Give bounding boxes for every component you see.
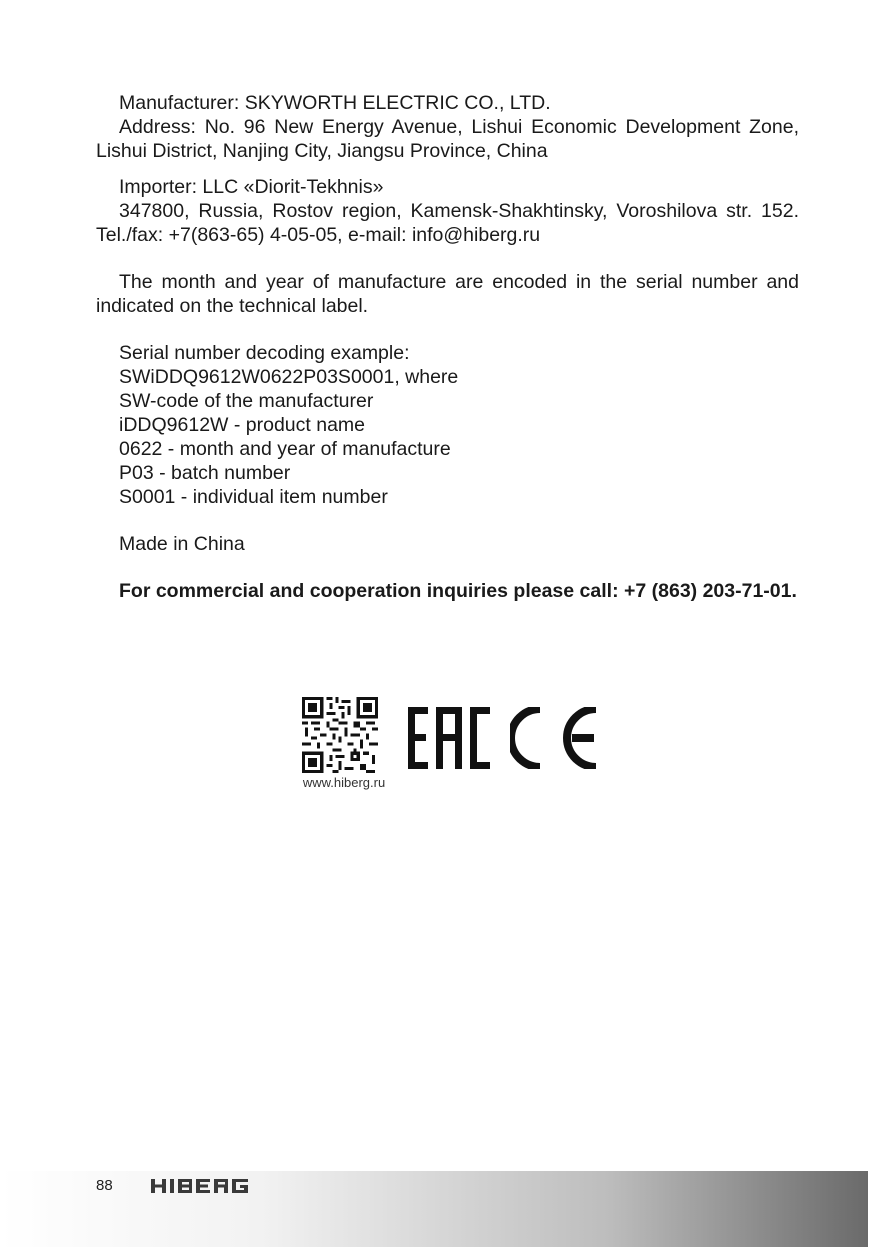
page-footer	[0, 1171, 868, 1247]
serial-line: P03 - batch number	[119, 462, 291, 484]
manufacturer-address: Address: No. 96 New Energy Avenue, Lishui Economic Development Zone, Lishui District, Nanjing City, Jiangsu Province, China	[96, 116, 799, 162]
inquiries-line: For commercial and cooperation inquiries please call: +7 (863) 203-71-01.	[119, 580, 797, 602]
document-body	[96, 91, 799, 603]
certification-marks	[296, 695, 616, 795]
origin-line: Made in China	[119, 533, 245, 555]
page-number: 88	[96, 1177, 113, 1194]
qr-caption: www.hiberg.ru	[302, 775, 386, 790]
manufacturer-line: Manufacturer: SKYWORTH ELECTRIC CO., LTD.	[119, 92, 551, 114]
qr-code-icon	[302, 697, 378, 773]
serial-line: S0001 - individual item number	[119, 486, 388, 508]
ce-mark-icon	[510, 707, 602, 769]
serial-line: SW-code of the manufacturer	[119, 390, 374, 412]
serial-line: iDDQ9612W - product name	[119, 414, 366, 436]
hiberg-logo-icon	[151, 1178, 249, 1194]
serial-line: SWiDDQ9612W0622P03S0001, where	[119, 366, 459, 388]
eac-mark-icon	[408, 707, 490, 769]
importer-address: 347800, Russia, Rostov region, Kamensk-Shakhtinsky, Voroshilova str. 152. Tel./fax: +7(863-65) 4-05-05, e-mail: info@hiberg.ru	[96, 200, 799, 246]
serial-title: Serial number decoding example:	[119, 342, 410, 364]
serial-line: 0622 - month and year of manufacture	[119, 438, 451, 460]
importer-line: Importer: LLC «Diorit-Tekhnis»	[119, 176, 384, 198]
manufacture-note: The month and year of manufacture are encoded in the serial number and indicated on the technical label.	[96, 271, 799, 317]
